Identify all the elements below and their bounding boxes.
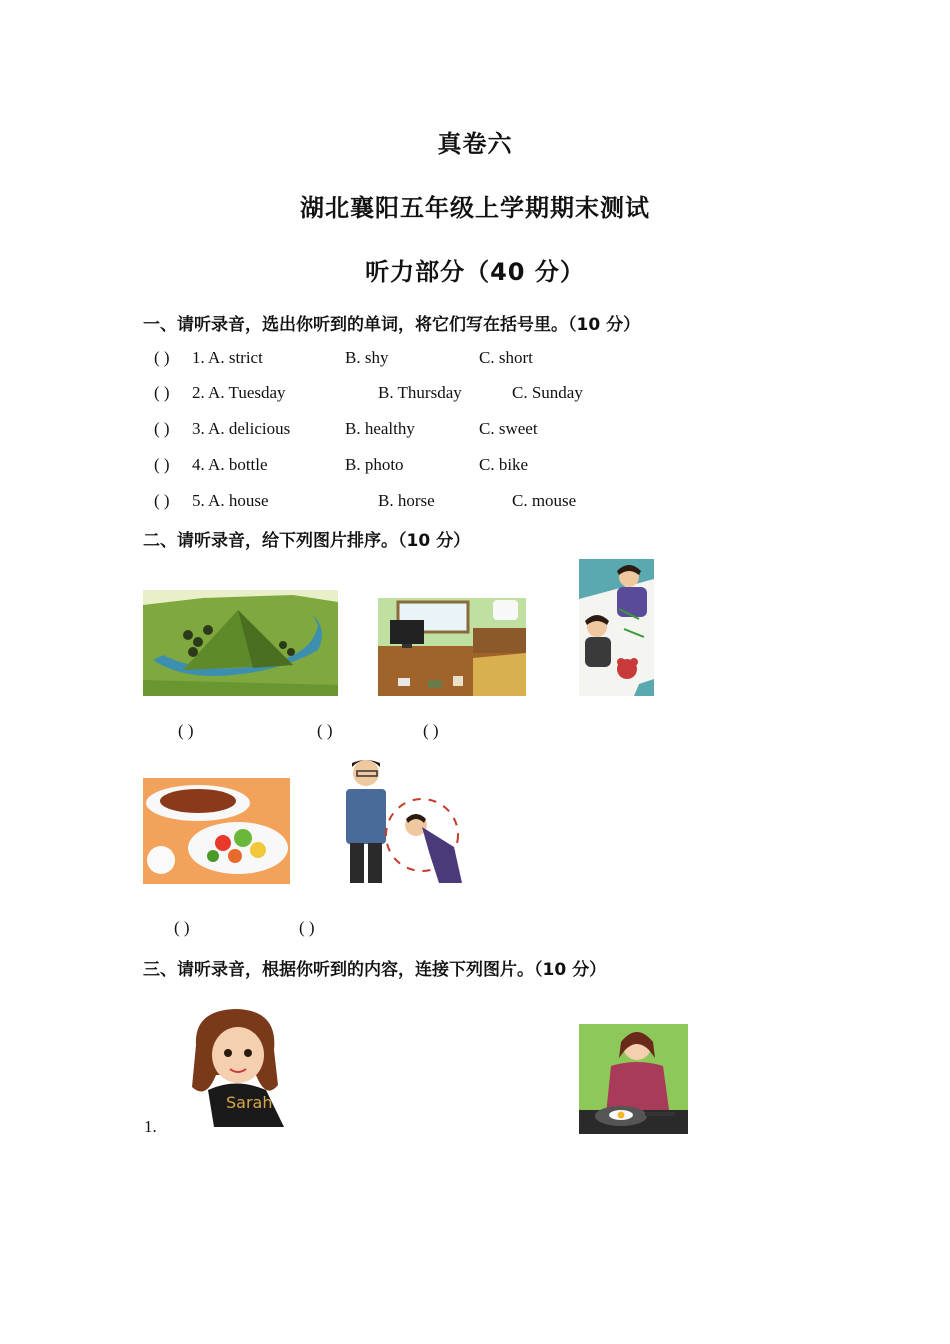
desk-room-picture <box>378 598 526 696</box>
answer-blank[interactable]: ( ) <box>178 721 194 740</box>
answer-blank[interactable]: ( ) <box>154 383 170 402</box>
sarah-picture <box>186 1005 286 1127</box>
answer-blank[interactable]: ( ) <box>423 721 439 740</box>
answer-blank[interactable]: ( ) <box>317 721 333 740</box>
option-a: 3. A. delicious <box>192 419 291 438</box>
answer-blank[interactable]: ( ) <box>154 419 170 438</box>
section1-heading: 一、请听录音，选出你听到的单词，将它们写在括号里。（10 分） <box>143 315 641 335</box>
option-b: B. horse <box>378 491 435 510</box>
teacher-student-picture <box>344 757 467 883</box>
document-title: 真卷六 <box>437 130 513 158</box>
option-a: 5. A. house <box>192 491 269 510</box>
section2-heading: 二、请听录音，给下列图片排序。（10 分） <box>143 531 471 551</box>
option-b: B. Thursday <box>378 383 462 402</box>
option-c: C. short <box>479 348 533 367</box>
listening-section-title: 听力部分（40 分） <box>365 258 585 286</box>
option-b: B. shy <box>345 348 389 367</box>
section3-heading: 三、请听录音，根据你听到的内容，连接下列图片。（10 分） <box>143 960 607 980</box>
option-b: B. healthy <box>345 419 415 438</box>
answer-blank[interactable]: ( ) <box>174 918 190 937</box>
option-a: 1. A. strict <box>192 348 263 367</box>
food-plate-picture <box>143 778 290 884</box>
item-number: 1. <box>144 1117 157 1136</box>
option-c: C. mouse <box>512 491 577 510</box>
answer-blank[interactable]: ( ) <box>154 348 170 367</box>
option-c: C. Sunday <box>512 383 583 402</box>
cooking-egg-picture <box>579 1024 688 1134</box>
document-subtitle: 湖北襄阳五年级上学期期末测试 <box>300 194 650 222</box>
sarah-label: Sarah <box>226 1093 273 1112</box>
answer-blank[interactable]: ( ) <box>154 455 170 474</box>
option-c: C. sweet <box>479 419 538 438</box>
option-b: B. photo <box>345 455 404 474</box>
answer-blank[interactable]: ( ) <box>299 918 315 937</box>
option-a: 2. A. Tuesday <box>192 383 286 402</box>
option-c: C. bike <box>479 455 529 474</box>
mountain-island-picture <box>143 590 338 696</box>
answer-blank[interactable]: ( ) <box>154 491 170 510</box>
option-a: 4. A. bottle <box>192 455 268 474</box>
kids-drawing-picture <box>579 559 654 696</box>
